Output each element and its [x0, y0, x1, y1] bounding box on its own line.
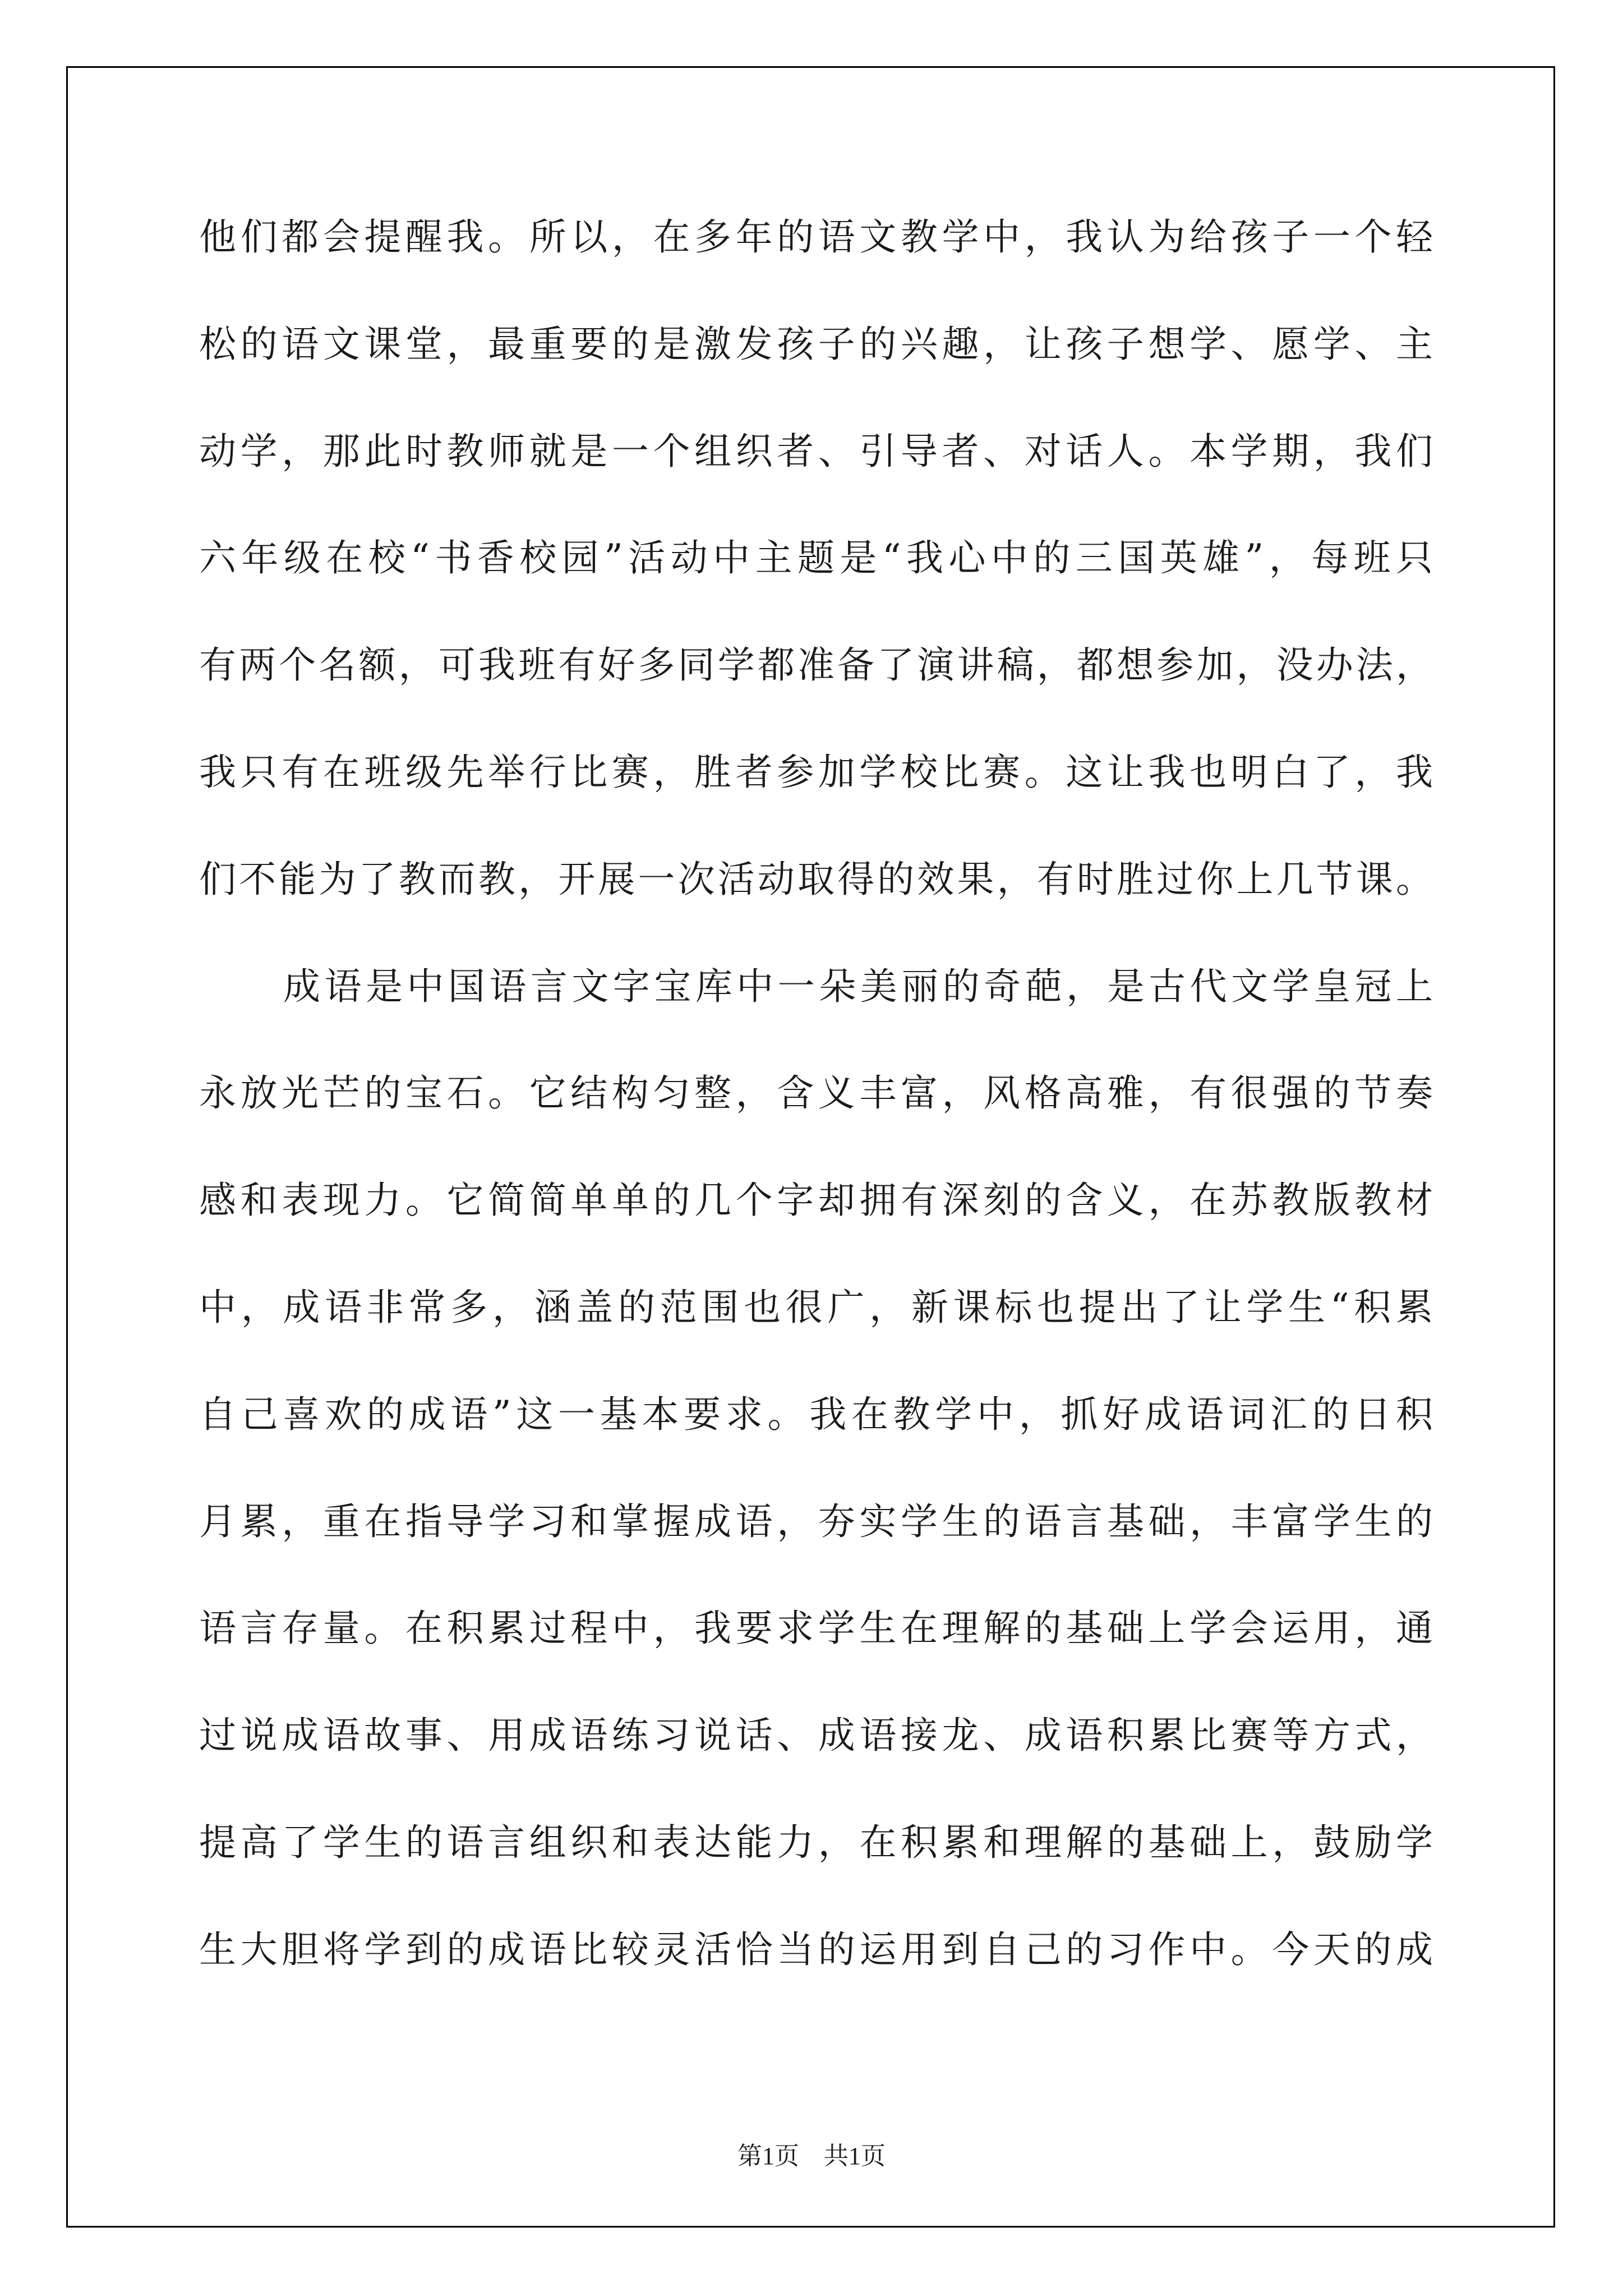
- paragraph-line: 中，成语非常多，涵盖的范围也很广，新课标也提出了让学生“积累: [199, 1285, 1433, 1329]
- document-body: [199, 215, 1433, 2039]
- paragraph-line: 我只有在班级先举行比赛，胜者参加学校比赛。这让我也明白了，我: [199, 750, 1433, 794]
- paragraph-line: 生大胆将学到的成语比较灵活恰当的运用到自己的习作中。今天的成: [199, 1927, 1433, 1971]
- paragraph-line: 月累，重在指导学习和掌握成语，夯实学生的语言基础，丰富学生的: [199, 1499, 1433, 1543]
- paragraph-line: 动学，那此时教师就是一个组织者、引导者、对话人。本学期，我们: [199, 429, 1433, 473]
- paragraph-line: 成语是中国语言文字宝库中一朵美丽的奇葩，是古代文学皇冠上: [283, 964, 1433, 1008]
- paragraph-line: 松的语文课堂，最重要的是激发孩子的兴趣，让孩子想学、愿学、主: [199, 322, 1433, 366]
- paragraph-line: 有两个名额，可我班有好多同学都准备了演讲稿，都想参加，没办法，: [199, 643, 1433, 687]
- paragraph-line: 过说成语故事、用成语练习说话、成语接龙、成语积累比赛等方式，: [199, 1714, 1433, 1757]
- page-number: 第1页: [737, 2142, 799, 2170]
- paragraph-line: 六年级在校“书香校园”活动中主题是“我心中的三国英雄”，每班只: [199, 536, 1433, 580]
- paragraph-line: 他们都会提醒我。所以，在多年的语文教学中，我认为给孩子一个轻: [199, 215, 1433, 259]
- page-total: 共1页: [824, 2142, 886, 2170]
- paragraph-line: 自己喜欢的成语”这一基本要求。我在教学中，抓好成语词汇的日积: [199, 1392, 1433, 1436]
- paragraph-line: 永放光芒的宝石。它结构匀整，含义丰富，风格高雅，有很强的节奏: [199, 1071, 1433, 1115]
- page-footer: [0, 2142, 1623, 2170]
- paragraph-line: 感和表现力。它简简单单的几个字却拥有深刻的含义，在苏教版教材: [199, 1179, 1433, 1222]
- paragraph-line: 们不能为了教而教，开展一次活动取得的效果，有时胜过你上几节课。: [199, 857, 1433, 901]
- paragraph-line: 语言存量。在积累过程中，我要求学生在理解的基础上学会运用，通: [199, 1607, 1433, 1650]
- paragraph-line: 提高了学生的语言组织和表达能力，在积累和理解的基础上，鼓励学: [199, 1820, 1433, 1864]
